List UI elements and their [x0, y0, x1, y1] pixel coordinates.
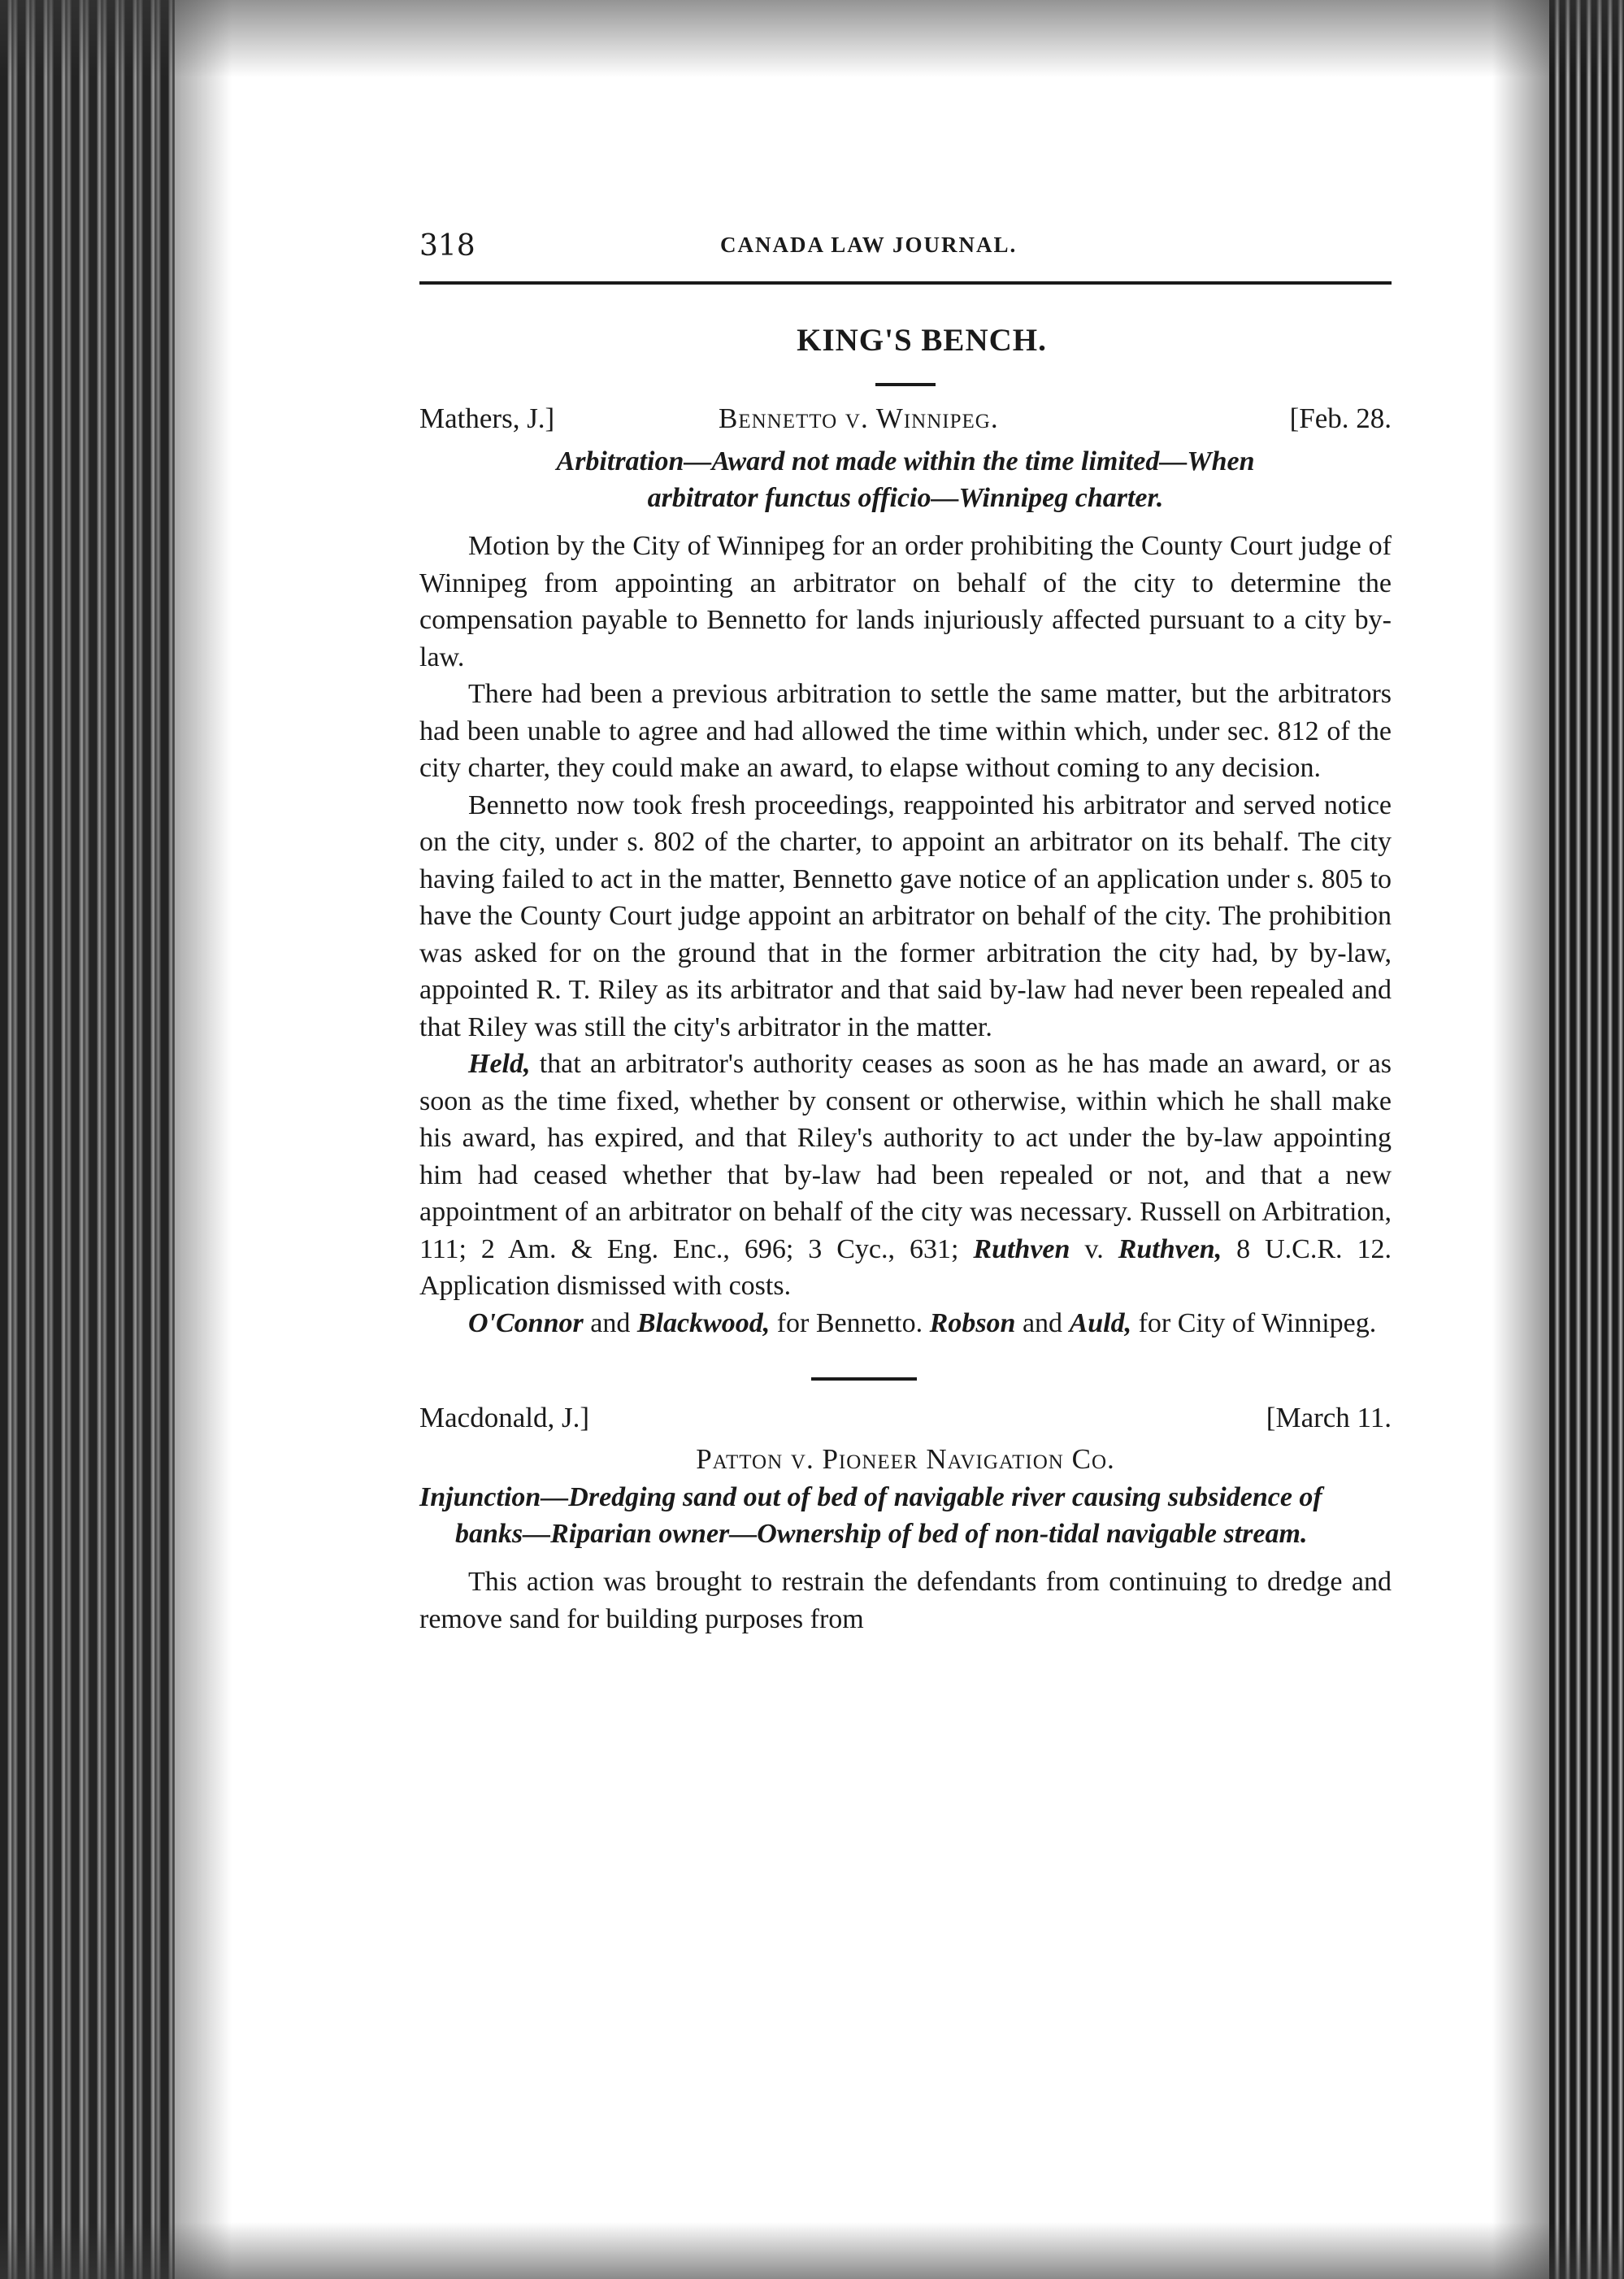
- journal-page: [419, 229, 1392, 1637]
- case2-date: [March 11.: [1266, 1402, 1392, 1433]
- page-header: [419, 229, 1392, 265]
- case1-counsel: [419, 1305, 1392, 1342]
- scan-left-edge: [0, 0, 175, 2279]
- counsel-and-2: and: [1015, 1307, 1070, 1338]
- counsel-for-2: for City of Winnipeg.: [1131, 1307, 1377, 1338]
- held-text-end: 8 U.C.R. 12. Application dismissed with costs.: [419, 1233, 1392, 1301]
- case1-headnote: [419, 443, 1392, 516]
- counsel-name-2: Blackwood,: [636, 1307, 771, 1338]
- case1-paragraph-2: There had been a previous arbitration to settle the same matter, but the arbitrators had been unable to agree and had allowed the time within which, under sec. 812 of the city charter, they could make an award, to elapse without coming to any decision.: [419, 679, 1392, 783]
- held-text: that an arbitrator's authority ceases as soon as he has made an award, or as soon as the time fixed, whether by consent or otherwise, within which he shall make his award, has expired, and that Riley's authority to act under the by-law appointing him had ceased whether that by-law had been repealed or not, and that a new appointment of an arbitrator on behalf of the city was necessary. Russell on Arbitration, 111; 2 Am. & Eng. Enc., 696; 3 Cyc., 631;: [419, 1049, 1392, 1264]
- counsel-and-1: and: [583, 1307, 637, 1338]
- counsel-name-4: Auld,: [1069, 1307, 1132, 1338]
- scan-top-shadow: [0, 0, 1624, 77]
- section-divider: [875, 383, 936, 386]
- case1-paragraph-1: Motion by the City of Winnipeg for an order prohibiting the County Court judge of Winnipeg from appointing an arbitrator on behalf of the city to determine the compensation payable to Bennetto for lands injuriously affected pursuant to a city by-law.: [419, 531, 1392, 672]
- case1-headnote-line1: Arbitration—Award not made within the time limited—When: [556, 446, 1255, 476]
- running-title: CANADA LAW JOURNAL.: [720, 233, 1018, 257]
- header-rule: [419, 281, 1392, 285]
- page-number: 318: [419, 229, 475, 263]
- case1-judge: Mathers, J.]: [419, 402, 555, 434]
- cited-case-party-2: Ruthven,: [1118, 1233, 1222, 1264]
- case1-date: [Feb. 28.: [1289, 402, 1392, 434]
- section-title: KING'S BENCH.: [797, 323, 1047, 358]
- scan-right-edge: [1549, 0, 1624, 2279]
- case2-title: Patton v. Pioneer Navigation Co.: [696, 1443, 1115, 1475]
- counsel-for-1: for Bennetto.: [770, 1307, 930, 1338]
- case2-caption: [419, 1402, 1392, 1441]
- case1-paragraph-3: Bennetto now took fresh proceedings, reappointed his arbitrator and served notice on the city, under s. 802 of the charter, to appoint an arbitrator on its behalf. The city having failed to act in the matter, Bennetto gave notice of an application under s. 805 to have the County Court judge appoint an arbitrator on behalf of the city. The prohibition was asked for on the ground that in the former arbitration the city had, by by-law, appointed R. T. Riley as its arbitrator and that said by-law had never been repealed and that Riley was still the city's arbitrator in the matter.: [419, 789, 1392, 1042]
- cited-case-party-1: Ruthven: [973, 1233, 1070, 1264]
- held-label: Held,: [468, 1049, 531, 1079]
- case2-paragraph-1: This action was brought to restrain the defendants from continuing to dredge and remove sand for building purposes from: [419, 1567, 1392, 1634]
- case2-headnote: Injunction—Dredging sand out of bed of navigable river causing subsidence of banks—Riparian owner—Ownership of bed of non-tidal navigable stream.: [419, 1482, 1322, 1549]
- case-divider: [811, 1377, 917, 1381]
- case2-judge: Macdonald, J.]: [419, 1402, 589, 1433]
- spacer: [419, 1552, 1392, 1555]
- cited-case-v: v.: [1070, 1233, 1118, 1264]
- case1-title: Bennetto v. Winnipeg.: [719, 402, 999, 434]
- case1-caption: [419, 402, 1392, 441]
- scan-bottom-shadow: [0, 2222, 1624, 2279]
- case1-headnote-line2: arbitrator functus officio—Winnipeg charter.: [647, 483, 1164, 513]
- counsel-name-1: O'Connor: [468, 1307, 584, 1338]
- counsel-name-3: Robson: [929, 1307, 1016, 1338]
- case1-paragraph-4: [419, 1046, 1392, 1305]
